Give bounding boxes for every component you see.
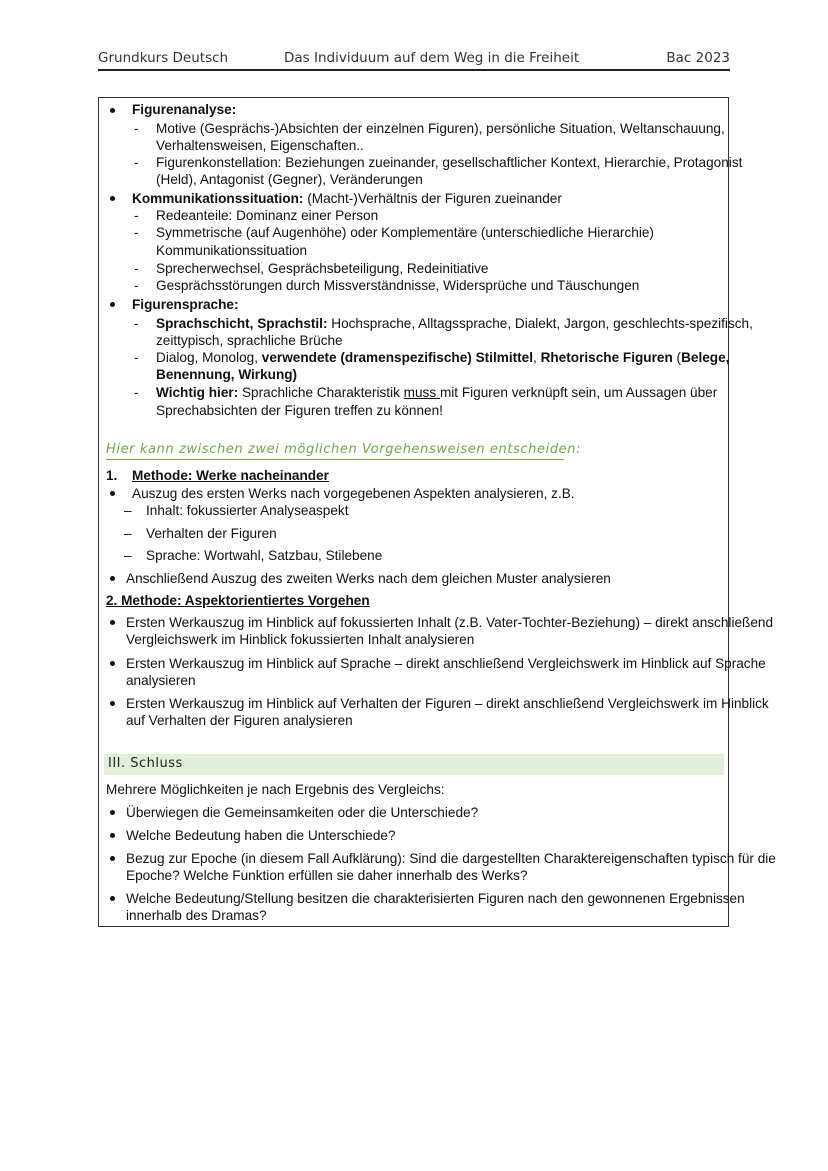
methode2-item: analysieren: [126, 673, 196, 688]
dash: -: [134, 278, 139, 293]
handwritten-underline: [106, 459, 564, 460]
bullet: [110, 196, 115, 201]
konstellation-line-2: (Held), Antagonist (Gegner), Veränderungen: [156, 172, 423, 187]
bullet: [110, 701, 115, 706]
dash: -: [134, 261, 139, 276]
header-rule: [98, 69, 730, 71]
schluss-question: Bezug zur Epoche (in diesem Fall Aufklärung): Sind die dargestellten Charaktereigenschaften typisch für die: [126, 851, 776, 866]
kommunikation-item: Symmetrische (auf Augenhöhe) oder Komplementäre (unterschiedliche Hierarchie): [156, 225, 654, 240]
sprachschicht-line-1: Sprachschicht, Sprachstil: Hochsprache, Alltagssprache, Dialekt, Jargon, geschlechts-spezifisch,: [156, 316, 753, 331]
schluss-question: Epoche? Welche Funktion erfüllen sie daher innerhalb des Werks?: [126, 868, 528, 883]
kommunikation-title: Kommunikationssituation: (Macht-)Verhältnis der Figuren zueinander: [132, 191, 562, 206]
schluss-heading: III. Schluss: [108, 756, 183, 771]
dash: -: [134, 385, 139, 400]
bullet: [110, 302, 115, 307]
methode1-sub: Verhalten der Figuren: [146, 526, 277, 541]
dash: –: [124, 526, 132, 541]
schluss-question: Welche Bedeutung haben die Unterschiede?: [126, 828, 396, 843]
motive-line-1: Motive (Gesprächs-)Absichten der einzelnen Figuren), persönliche Situation, Weltanschauung,: [156, 121, 725, 136]
methode2-item: Ersten Werkauszug im Hinblick auf Sprache – direkt anschließend Vergleichswerk im Hinblick auf Sprache: [126, 656, 766, 671]
schluss-question: innerhalb des Dramas?: [126, 908, 267, 923]
methode2-title: 2. Methode: Aspektorientiertes Vorgehen: [106, 593, 370, 608]
schluss-question: Welche Bedeutung/Stellung besitzen die charakterisierten Figuren nach den gewonnenen Ergebnissen: [126, 891, 745, 906]
kommunikation-item: Gesprächsstörungen durch Missverständnisse, Widersprüche und Täuschungen: [156, 278, 640, 293]
bullet: [110, 576, 115, 581]
kommunikation-item: Kommunikationssituation: [156, 243, 308, 258]
motive-line-2: Verhaltensweisen, Eigenschaften..: [156, 138, 364, 153]
header-year: Bac 2023: [666, 50, 730, 66]
page-header: [98, 50, 730, 70]
bullet: [110, 810, 115, 815]
header-course: Grundkurs Deutsch: [98, 50, 229, 66]
header-title: Das Individuum auf dem Weg in die Freiheit: [284, 50, 580, 66]
kommunikation-item: Sprecherwechsel, Gesprächsbeteiligung, Redeinitiative: [156, 261, 489, 276]
schluss-intro: Mehrere Möglichkeiten je nach Ergebnis des Vergleichs:: [106, 782, 445, 797]
schluss-question: Überwiegen die Gemeinsamkeiten oder die Unterschiede?: [126, 805, 479, 820]
bullet: [110, 108, 115, 113]
bullet: [110, 491, 115, 496]
methode1-title: Methode: Werke nacheinander: [132, 468, 329, 483]
figurensprache-title: Figurensprache:: [132, 297, 239, 312]
dash: –: [124, 548, 132, 563]
dash: -: [134, 208, 139, 223]
sprachschicht-line-2: zeittypisch, sprachliche Brüche: [156, 333, 343, 348]
dash: -: [134, 155, 139, 170]
dash: -: [134, 316, 139, 331]
bullet: [110, 896, 115, 901]
konstellation-line-1: Figurenkonstellation: Beziehungen zueinander, gesellschaftlicher Kontext, Hierarchie, Protagonist: [156, 155, 743, 170]
stilmittel-line-1: Dialog, Monolog, verwendete (dramenspezifische) Stilmittel, Rhetorische Figuren (Belege,: [156, 350, 730, 365]
methode2-item: auf Verhalten der Figuren analysieren: [126, 713, 353, 728]
dash: –: [124, 503, 132, 518]
figurenanalyse-title: Figurenanalyse:: [132, 102, 237, 117]
methode2-item: Vergleichswerk im Hinblick fokussierten Inhalt analysieren: [126, 632, 475, 647]
dash: -: [134, 350, 139, 365]
methode2-item: Ersten Werkauszug im Hinblick auf fokussierten Inhalt (z.B. Vater-Tochter-Beziehung) – direkt anschließend: [126, 615, 774, 630]
methode1-sub: Inhalt: fokussierter Analyseaspekt: [146, 503, 349, 518]
methode2-item: Ersten Werkauszug im Hinblick auf Verhalten der Figuren – direkt anschließend Vergleichswerk im Hinblick: [126, 696, 769, 711]
methode1-number: 1.: [106, 468, 118, 483]
kommunikation-item: Redeanteile: Dominanz einer Person: [156, 208, 379, 223]
stilmittel-line-2: Benennung, Wirkung): [156, 367, 298, 382]
dash: -: [134, 225, 139, 240]
schluss-heading-band: [104, 754, 724, 775]
dash: -: [134, 121, 139, 136]
bullet: [110, 620, 115, 625]
wichtig-line-2: Sprechabsichten der Figuren treffen zu können!: [156, 403, 443, 418]
methode1-sub: Sprache: Wortwahl, Satzbau, Stilebene: [146, 548, 383, 563]
methode1-last: Anschließend Auszug des zweiten Werks nach dem gleichen Muster analysieren: [126, 571, 611, 586]
bullet: [110, 661, 115, 666]
wichtig-line-1: Wichtig hier: Sprachliche Charakteristik muss mit Figuren verknüpft sein, um Aussagen über: [156, 385, 718, 400]
methode1-intro: Auszug des ersten Werks nach vorgegebenen Aspekten analysieren, z.B.: [132, 486, 575, 501]
handwritten-note: Hier kann zwischen zwei möglichen Vorgehensweisen entscheiden:: [106, 442, 582, 457]
bullet: [110, 833, 115, 838]
bullet: [110, 856, 115, 861]
